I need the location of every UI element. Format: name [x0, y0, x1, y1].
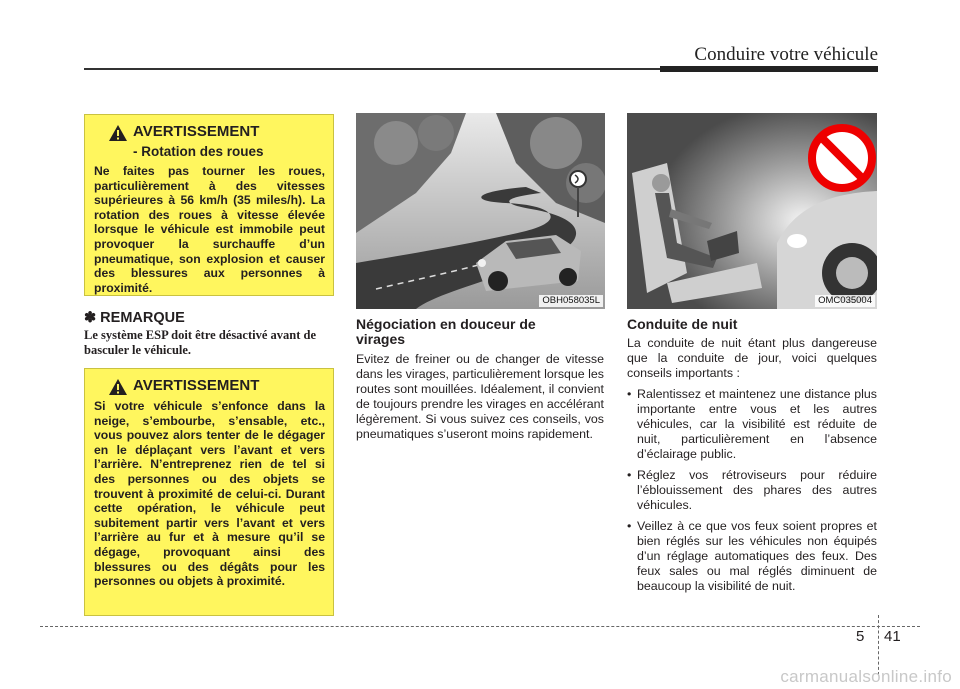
watermark: carmanualsonline.info	[780, 667, 952, 686]
figure-label: OBH058035L	[539, 295, 603, 307]
warning-title: AVERTISSEMENT	[133, 377, 260, 394]
warning-subtitle: - Rotation des roues	[133, 144, 264, 159]
warning-triangle-icon	[108, 378, 128, 396]
figure-night-glare	[627, 113, 877, 309]
figure-label: OMC035004	[815, 295, 875, 307]
page-header-title: Conduire votre véhicule	[694, 44, 878, 65]
list-item: • Réglez vos rétroviseurs pour réduire l’éblouissement des phares des autres véhicules.	[627, 468, 877, 513]
warning-text: Si votre véhicule s’enfonce dans la neige, s’embourbe, s’ensable, etc., vous pouvez alors tenter de le dégager en le déplaçant vers l’avant et vers l’arrière. N’entreprenez rien de tel si des personnes ou des objets se trouvent à proximité de celui-ci. Durant cette opération, le véhicule peut subitement partir vers l’avant et vers l’arrière au fur et à mesure qu’il se dégage, provoquant ainsi des blessures ou des dégâts pour les personnes ou objets à proximité.	[94, 399, 325, 589]
night-glare-illustration	[627, 113, 877, 309]
warning-box-wheel-spin	[84, 114, 334, 296]
list-item: • Veillez à ce que vos feux soient propres et bien réglés sur les véhicules non équipés d’un réglage automatiques des feux. Des feux sales ou mal réglés diminuent de beaucoup la visibilité de nuit.	[627, 519, 877, 594]
warning-text: Ne faites pas tourner les roues, particulièrement à des vitesses supérieures à 56 km/h (35 miles/h). La rotation des roues à vitesse élevée lorsque le véhicule est immobile peut provoquer la surchauffe d’un pneumatique, son explosion et causer des blessures aux personnes à proximité.	[94, 164, 325, 295]
warning-title: AVERTISSEMENT	[133, 123, 260, 140]
winding-road-illustration	[356, 113, 605, 309]
remark-text: Le système ESP doit être désactivé avant de basculer le véhicule.	[84, 328, 317, 357]
warning-box-stuck-vehicle	[84, 368, 334, 616]
section-intro: La conduite de nuit étant plus dangereuse que la conduite de jour, voici quelques conseils importants :	[627, 336, 877, 380]
section-text-curves: Evitez de freiner ou de changer de vitesse dans les virages, particulièrement lorsque les routes sont mouillées. Idéalement, il convient de toujours prendre les virages en accélérant légèrement. Si vous suivez ces conseils, vos pneumatiques s’useront moins rapidement.	[356, 352, 604, 441]
list-item: • Ralentissez et maintenez une distance plus importante entre vous et les autres véhicules, car la visibilité est réduite de nuit, particulièrement en l’absence d’éclairage public.	[627, 387, 877, 462]
footer-rule	[40, 626, 920, 627]
tips-list	[627, 387, 877, 594]
page-number: 41	[884, 628, 901, 645]
section-title-night-driving: Conduite de nuit	[627, 316, 738, 332]
chapter-number: 5	[856, 628, 865, 645]
section-title-curves: Négociation en douceur de virages	[356, 316, 536, 347]
section-night-driving	[627, 336, 877, 600]
remark-title: ✽ REMARQUE	[84, 310, 185, 326]
warning-triangle-icon	[108, 124, 128, 142]
header-rule	[84, 68, 878, 70]
footer-divider	[878, 615, 879, 675]
figure-winding-road	[356, 113, 605, 309]
